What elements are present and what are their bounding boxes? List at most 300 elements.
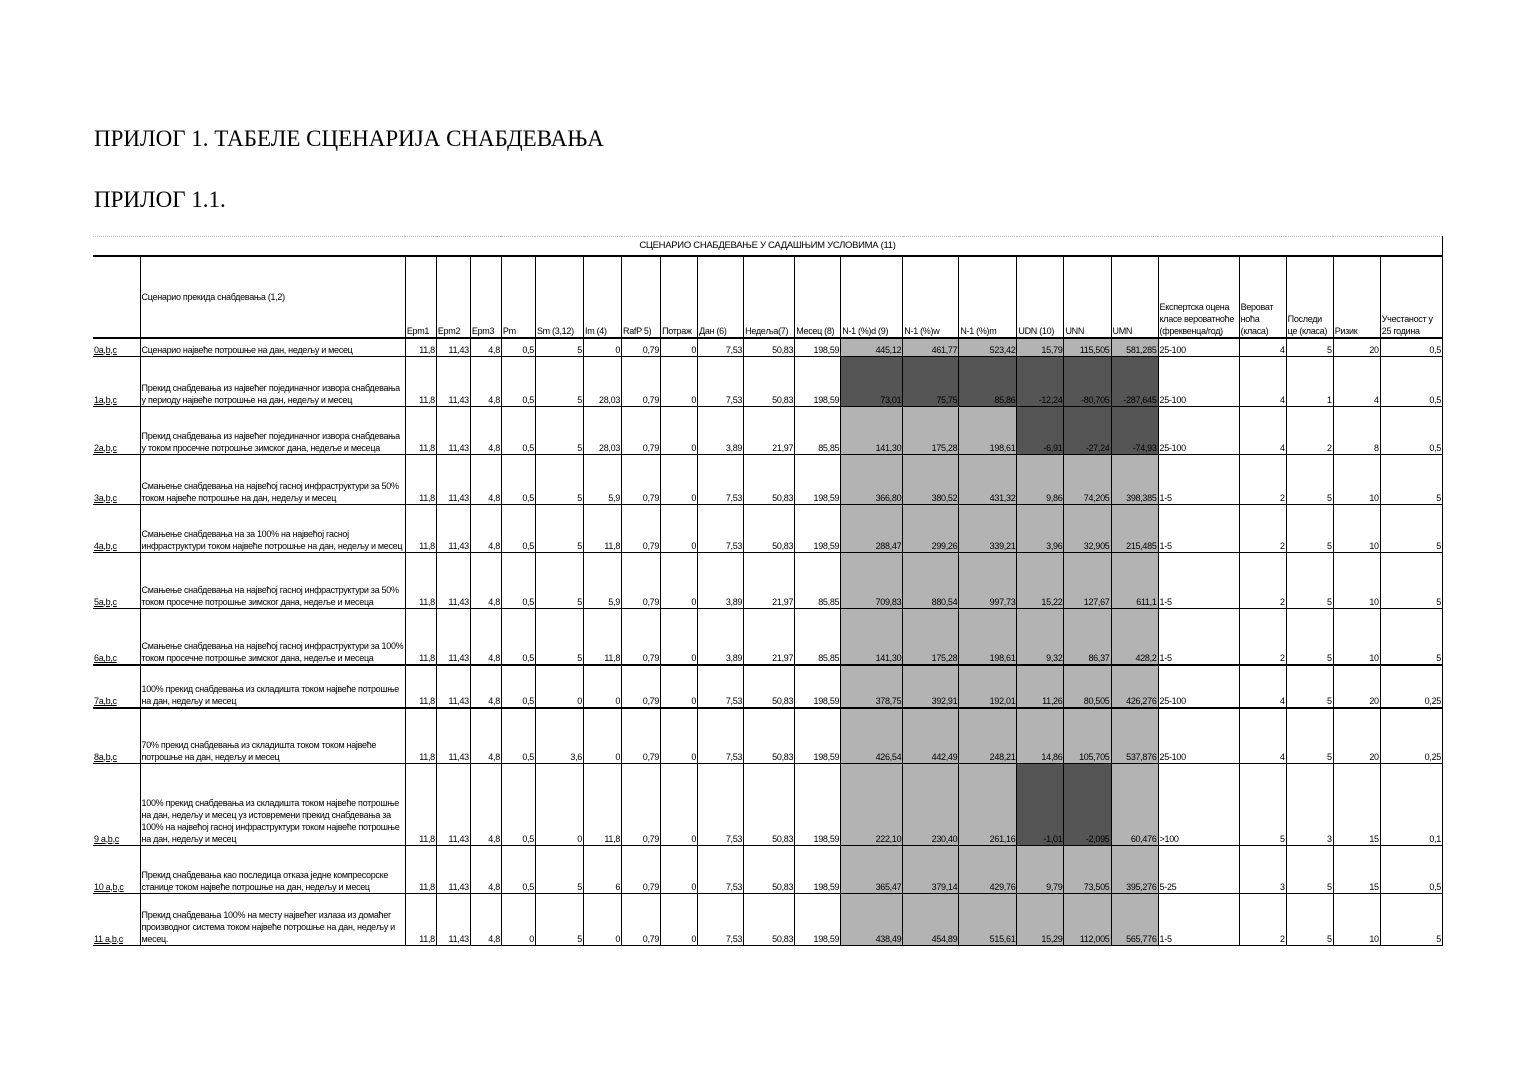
table-cell: 4,8 <box>470 708 501 763</box>
table-cell: 7,53 <box>698 454 744 504</box>
column-header: Недеља(7) <box>744 256 795 338</box>
table-cell: 175,28 <box>903 608 959 665</box>
table-cell: 5,9 <box>584 454 622 504</box>
table-cell: 175,28 <box>903 406 959 454</box>
probability-class-cell: 25-100 <box>1158 406 1239 454</box>
table-cell: 4,8 <box>470 665 501 708</box>
table-cell: 0,5 <box>501 356 535 406</box>
column-header: Последи це (класа) <box>1286 256 1333 338</box>
probability-class-cell: 25-100 <box>1158 338 1239 356</box>
table-cell: 198,61 <box>959 406 1017 454</box>
scenario-description: Смањење снабдевања на највећој гасној инфраструктури за 100% током просечне потрошње зимског дана, недеље и месеца <box>140 608 405 665</box>
table-cell: 5 <box>535 608 583 665</box>
table-cell: 73,01 <box>841 356 903 406</box>
table-cell: 4,8 <box>470 608 501 665</box>
table-cell: -80,705 <box>1064 356 1111 406</box>
table-cell: 9,86 <box>1017 454 1064 504</box>
table-cell: 4,8 <box>470 893 501 945</box>
table-cell: 11,43 <box>436 763 470 845</box>
table-cell: 11,43 <box>436 406 470 454</box>
table-cell: 50,83 <box>744 356 795 406</box>
table-cell: 10 <box>1333 552 1380 608</box>
table-cell: 2 <box>1286 406 1333 454</box>
table-cell: 2 <box>1239 893 1286 945</box>
table-cell: 880,54 <box>903 552 959 608</box>
table-cell: 7,53 <box>698 845 744 893</box>
table-cell: 4 <box>1239 665 1286 708</box>
table-cell: 11,8 <box>405 406 436 454</box>
table-row <box>93 893 1443 945</box>
table-cell: 4,8 <box>470 406 501 454</box>
probability-class-cell: 5-25 <box>1158 845 1239 893</box>
table-cell: 198,59 <box>795 893 841 945</box>
table-cell: -1,01 <box>1017 763 1064 845</box>
column-header: Потраж <box>661 256 698 338</box>
table-cell: 4 <box>1239 356 1286 406</box>
table-row <box>93 708 1443 763</box>
table-cell: 5 <box>1286 845 1333 893</box>
column-header: Epm3 <box>470 256 501 338</box>
table-cell: 0,5 <box>501 845 535 893</box>
table-cell: 198,59 <box>795 338 841 356</box>
table-cell: 426,276 <box>1111 665 1158 708</box>
table-cell: 365,47 <box>841 845 903 893</box>
table-cell: 0,79 <box>622 504 661 552</box>
table-row <box>93 406 1443 454</box>
table-cell: 3,89 <box>698 406 744 454</box>
table-cell: 11,43 <box>436 504 470 552</box>
table-cell: 515,61 <box>959 893 1017 945</box>
table-cell: 537,876 <box>1111 708 1158 763</box>
table-cell: 339,21 <box>959 504 1017 552</box>
table-cell: 11,8 <box>584 763 622 845</box>
table-cell: 438,49 <box>841 893 903 945</box>
table-row <box>93 356 1443 406</box>
table-cell: 11,8 <box>405 893 436 945</box>
table-cell: 0 <box>661 665 698 708</box>
table-cell: 378,75 <box>841 665 903 708</box>
table-cell: 611,1 <box>1111 552 1158 608</box>
table-cell: 581,285 <box>1111 338 1158 356</box>
table-row <box>93 504 1443 552</box>
table-cell: 11,43 <box>436 454 470 504</box>
table-cell: 2 <box>1239 608 1286 665</box>
table-cell: 395,276 <box>1111 845 1158 893</box>
table-cell: 5 <box>535 454 583 504</box>
table-cell: 86,37 <box>1064 608 1111 665</box>
table-cell: -74,93 <box>1111 406 1158 454</box>
table-cell: 8 <box>1333 406 1380 454</box>
table-cell: 0,79 <box>622 708 661 763</box>
table-cell: 215,485 <box>1111 504 1158 552</box>
table-cell: 50,83 <box>744 504 795 552</box>
table-cell: 6 <box>584 845 622 893</box>
table-cell: 0 <box>661 504 698 552</box>
table-cell: 11,43 <box>436 845 470 893</box>
table-cell: 0,79 <box>622 845 661 893</box>
table-cell: 50,83 <box>744 665 795 708</box>
table-cell: 7,53 <box>698 665 744 708</box>
table-cell: 0 <box>661 338 698 356</box>
table-cell: 7,53 <box>698 763 744 845</box>
table-cell: 21,97 <box>744 406 795 454</box>
table-cell: 0,5 <box>501 406 535 454</box>
table-cell: 429,76 <box>959 845 1017 893</box>
scenario-description: Прекид снабдевања 100% на месту највећег излаза из домаћег производног система током највеће потрошње на дан, недељу и месец. <box>140 893 405 945</box>
table-cell: 4,8 <box>470 552 501 608</box>
table-cell: 50,83 <box>744 763 795 845</box>
table-cell: 0 <box>661 608 698 665</box>
table-cell: 85,85 <box>795 608 841 665</box>
table-cell: 0,25 <box>1380 708 1442 763</box>
table-cell: 5,9 <box>584 552 622 608</box>
table-cell: 5 <box>1286 665 1333 708</box>
column-header: Im (4) <box>584 256 622 338</box>
table-cell: 15 <box>1333 845 1380 893</box>
table-cell: 198,59 <box>795 763 841 845</box>
table-cell: 4 <box>1239 338 1286 356</box>
column-header: Месец (8) <box>795 256 841 338</box>
scenario-id: 1a,b,c <box>93 356 140 406</box>
probability-class-cell: 1-5 <box>1158 608 1239 665</box>
table-cell: 0,5 <box>1380 356 1442 406</box>
table-cell: -287,645 <box>1111 356 1158 406</box>
table-cell: 141,30 <box>841 608 903 665</box>
table-cell: 0,5 <box>501 504 535 552</box>
table-cell: 11,43 <box>436 552 470 608</box>
table-cell: 5 <box>535 338 583 356</box>
table-cell: 0 <box>501 893 535 945</box>
table-cell: 28,03 <box>584 356 622 406</box>
table-cell: 398,385 <box>1111 454 1158 504</box>
scenario-id: 6a,b,c <box>93 608 140 665</box>
table-cell: 11,8 <box>405 708 436 763</box>
table-cell: 0 <box>535 665 583 708</box>
table-cell: 4 <box>1333 356 1380 406</box>
table-cell: 0 <box>661 406 698 454</box>
heading-appendix-1-1: ПРИЛОГ 1.1. <box>94 187 226 212</box>
table-cell: 0 <box>661 552 698 608</box>
table-cell: 85,85 <box>795 406 841 454</box>
table-cell: 5 <box>1380 893 1442 945</box>
table-cell: 0,5 <box>501 552 535 608</box>
table-cell: 198,61 <box>959 608 1017 665</box>
table-cell: 2 <box>1239 454 1286 504</box>
table-cell: 5 <box>1380 454 1442 504</box>
table-cell: 15 <box>1333 763 1380 845</box>
table-cell: 222,10 <box>841 763 903 845</box>
table-row <box>93 552 1443 608</box>
table-cell: 15,79 <box>1017 338 1064 356</box>
table-cell: 261,16 <box>959 763 1017 845</box>
table-cell: 11,8 <box>405 552 436 608</box>
table-cell: 11,8 <box>405 845 436 893</box>
table-cell: 0 <box>661 893 698 945</box>
table-cell: 0,5 <box>501 608 535 665</box>
scenario-description: 100% прекид снабдевања из складишта током највеће потрошње на дан, недељу и месец уз истовремени прекид снабдевања за 100% на највећој гасној инфраструктури током највеће потрошње на дан, недељу и месец <box>140 763 405 845</box>
probability-class-cell: 1-5 <box>1158 454 1239 504</box>
table-cell: 4,8 <box>470 454 501 504</box>
table-cell: 454,89 <box>903 893 959 945</box>
scenario-description: 100% прекид снабдевања из складишта током највеће потрошње на дан, недељу и месец <box>140 665 405 708</box>
table-cell: -6,91 <box>1017 406 1064 454</box>
table-cell: 10 <box>1333 608 1380 665</box>
table-cell: 5 <box>535 504 583 552</box>
table-cell: 14,86 <box>1017 708 1064 763</box>
table-cell: 10 <box>1333 504 1380 552</box>
table-cell: 5 <box>535 406 583 454</box>
table-cell: 1 <box>1286 356 1333 406</box>
table-cell: 7,53 <box>698 356 744 406</box>
table-cell: 0,5 <box>501 454 535 504</box>
table-cell: 3 <box>1286 763 1333 845</box>
table-cell: 5 <box>1286 454 1333 504</box>
table-title: СЦЕНАРИО СНАБДЕВАЊЕ У САДАШЊИМ УСЛОВИМА (11) <box>93 237 1443 257</box>
table-cell: 11,43 <box>436 708 470 763</box>
table-cell: 5 <box>1380 552 1442 608</box>
table-cell: 4 <box>1239 708 1286 763</box>
table-cell: 11,43 <box>436 608 470 665</box>
table-cell: 5 <box>535 845 583 893</box>
table-cell: 21,97 <box>744 552 795 608</box>
column-header: Pm <box>501 256 535 338</box>
table-cell: 20 <box>1333 338 1380 356</box>
table-row <box>93 454 1443 504</box>
scenario-id: 10 a,b,c <box>93 845 140 893</box>
table-cell: 3,96 <box>1017 504 1064 552</box>
table-cell: 11,43 <box>436 893 470 945</box>
table-cell: 0,79 <box>622 893 661 945</box>
table-cell: 0 <box>661 708 698 763</box>
table-cell: 0,5 <box>501 708 535 763</box>
table-cell: 11,8 <box>584 608 622 665</box>
scenario-description: Прекид снабдевања из највећег појединачног извора снабдевања у периоду највеће потрошње на дан, недељу и месец <box>140 356 405 406</box>
table-cell: 7,53 <box>698 504 744 552</box>
table-cell: 11,43 <box>436 665 470 708</box>
scenario-description: Сценарио највеће потрошње на дан, недељу и месец <box>140 338 405 356</box>
table-cell: 392,91 <box>903 665 959 708</box>
table-cell: 11,8 <box>405 763 436 845</box>
scenario-id: 3a,b,c <box>93 454 140 504</box>
table-cell: 11,8 <box>405 356 436 406</box>
table-cell: 0,5 <box>1380 338 1442 356</box>
probability-class-cell: 1-5 <box>1158 552 1239 608</box>
table-cell: 3 <box>1239 845 1286 893</box>
table-cell: 5 <box>1286 338 1333 356</box>
table-cell: 0,5 <box>1380 845 1442 893</box>
column-header: N-1 (%)d (9) <box>841 256 903 338</box>
table-cell: 431,32 <box>959 454 1017 504</box>
table-cell: 0 <box>661 845 698 893</box>
table-cell: 0 <box>584 708 622 763</box>
column-header: RafP 5) <box>622 256 661 338</box>
table-cell: -2,095 <box>1064 763 1111 845</box>
column-header: UNN <box>1064 256 1111 338</box>
table-cell: 709,83 <box>841 552 903 608</box>
table-cell: 3,6 <box>535 708 583 763</box>
table-cell: 50,83 <box>744 893 795 945</box>
scenario-description: Прекид снабдевања као последица отказа једне компресорске станице током највеће потрошње на дан, недељу и месец <box>140 845 405 893</box>
scenario-description: 70% прекид снабдевања из складишта током током највеће потрошње на дан, недељу и месец <box>140 708 405 763</box>
table-cell: 0,79 <box>622 406 661 454</box>
table-cell: 192,01 <box>959 665 1017 708</box>
table-cell: 5 <box>1286 552 1333 608</box>
table-header-row <box>93 256 1443 338</box>
table-cell: 15,29 <box>1017 893 1064 945</box>
table-cell: 0,79 <box>622 356 661 406</box>
probability-class-cell: 25-100 <box>1158 356 1239 406</box>
table-cell: 230,40 <box>903 763 959 845</box>
scenario-description: Смањење снабдевања на највећој гасној инфраструктури за 50% током просечне потрошње зимског дана, недеље и месеца <box>140 552 405 608</box>
table-cell: 248,21 <box>959 708 1017 763</box>
table-cell: 5 <box>1380 504 1442 552</box>
table-cell: 4,8 <box>470 338 501 356</box>
scenario-description: Смањење снабдевања на највећој гасној инфраструктури за 50% током највеће потрошње на дан, недељу и месец <box>140 454 405 504</box>
table-cell: 428,2 <box>1111 608 1158 665</box>
table-cell: 0 <box>661 763 698 845</box>
table-cell: 0,5 <box>1380 406 1442 454</box>
table-cell: 0,5 <box>501 338 535 356</box>
table-cell: 198,59 <box>795 665 841 708</box>
table-cell: 3,89 <box>698 608 744 665</box>
table-cell: 15,22 <box>1017 552 1064 608</box>
table-cell: 11,8 <box>405 454 436 504</box>
table-cell: 75,75 <box>903 356 959 406</box>
column-header: N-1 (%)m <box>959 256 1017 338</box>
table-cell: 366,80 <box>841 454 903 504</box>
table-cell: 461,77 <box>903 338 959 356</box>
scenario-table-container <box>93 236 1443 946</box>
table-cell: 115,505 <box>1064 338 1111 356</box>
table-cell: -27,24 <box>1064 406 1111 454</box>
scenario-id: 8a,b,c <box>93 708 140 763</box>
table-cell: 5 <box>535 552 583 608</box>
scenario-id: 11 a,b,c <box>93 893 140 945</box>
table-cell: 4,8 <box>470 845 501 893</box>
table-cell: 5 <box>1286 708 1333 763</box>
column-header: Учестаност у 25 година <box>1380 256 1442 338</box>
probability-class-cell: >100 <box>1158 763 1239 845</box>
scenario-id: 7a,b,c <box>93 665 140 708</box>
table-cell: 198,59 <box>795 504 841 552</box>
table-cell: 50,83 <box>744 338 795 356</box>
table-cell: 11,8 <box>405 665 436 708</box>
scenario-id: 9 a,b,c <box>93 763 140 845</box>
table-cell: 445,12 <box>841 338 903 356</box>
heading-appendix-1: ПРИЛОГ 1. ТАБЕЛЕ СЦЕНАРИЈА СНАБДЕВАЊА <box>94 126 604 151</box>
table-cell: 0 <box>584 665 622 708</box>
table-cell: 11,8 <box>584 504 622 552</box>
probability-class-cell: 1-5 <box>1158 893 1239 945</box>
table-cell: 4,8 <box>470 763 501 845</box>
probability-class-cell: 1-5 <box>1158 504 1239 552</box>
table-cell: 10 <box>1333 893 1380 945</box>
table-cell: 0,79 <box>622 552 661 608</box>
table-cell: 80,505 <box>1064 665 1111 708</box>
table-cell: 288,47 <box>841 504 903 552</box>
column-header: Epm2 <box>436 256 470 338</box>
table-cell: 198,59 <box>795 708 841 763</box>
column-header: Sm (3,12) <box>535 256 583 338</box>
table-cell: -12,24 <box>1017 356 1064 406</box>
table-cell: 141,30 <box>841 406 903 454</box>
table-cell: 198,59 <box>795 454 841 504</box>
scenario-id: 5a,b,c <box>93 552 140 608</box>
table-cell: 4,8 <box>470 356 501 406</box>
table-cell: 2 <box>1239 552 1286 608</box>
table-cell: 0,5 <box>501 763 535 845</box>
table-cell: 105,705 <box>1064 708 1111 763</box>
table-cell: 198,59 <box>795 845 841 893</box>
table-cell: 85,85 <box>795 552 841 608</box>
table-cell: 5 <box>535 893 583 945</box>
table-cell: 127,67 <box>1064 552 1111 608</box>
table-cell: 11,8 <box>405 504 436 552</box>
table-cell: 299,26 <box>903 504 959 552</box>
table-cell: 997,73 <box>959 552 1017 608</box>
table-cell: 0 <box>661 454 698 504</box>
table-cell: 20 <box>1333 665 1380 708</box>
column-header: Ризик <box>1333 256 1380 338</box>
table-cell: 11,26 <box>1017 665 1064 708</box>
table-row <box>93 763 1443 845</box>
table-cell: 4,8 <box>470 504 501 552</box>
column-header <box>93 256 140 338</box>
table-cell: 20 <box>1333 708 1380 763</box>
column-header: Сценарио прекида снабдевања (1,2) <box>140 256 405 338</box>
table-cell: 85,86 <box>959 356 1017 406</box>
table-cell: 5 <box>1380 608 1442 665</box>
table-title-row <box>93 237 1443 257</box>
table-cell: 0 <box>584 893 622 945</box>
table-cell: 10 <box>1333 454 1380 504</box>
scenario-id: 0a,b,c <box>93 338 140 356</box>
column-header: UDN (10) <box>1017 256 1064 338</box>
table-cell: 50,83 <box>744 454 795 504</box>
table-cell: 0,79 <box>622 338 661 356</box>
table-cell: 0,79 <box>622 763 661 845</box>
table-cell: 112,005 <box>1064 893 1111 945</box>
table-cell: 0 <box>584 338 622 356</box>
table-cell: 523,42 <box>959 338 1017 356</box>
column-header: UMN <box>1111 256 1158 338</box>
table-cell: 380,52 <box>903 454 959 504</box>
table-cell: 0,79 <box>622 454 661 504</box>
table-cell: 9,32 <box>1017 608 1064 665</box>
table-row <box>93 608 1443 665</box>
table-cell: 0,1 <box>1380 763 1442 845</box>
scenario-id: 4a,b,c <box>93 504 140 552</box>
table-row <box>93 665 1443 708</box>
table-cell: 0 <box>535 763 583 845</box>
table-row <box>93 845 1443 893</box>
table-cell: 0,25 <box>1380 665 1442 708</box>
table-cell: 50,83 <box>744 708 795 763</box>
table-cell: 11,8 <box>405 338 436 356</box>
table-cell: 5 <box>1239 763 1286 845</box>
table-cell: 21,97 <box>744 608 795 665</box>
probability-class-cell: 25-100 <box>1158 665 1239 708</box>
table-cell: 2 <box>1239 504 1286 552</box>
scenario-id: 2a,b,c <box>93 406 140 454</box>
table-cell: 442,49 <box>903 708 959 763</box>
table-cell: 5 <box>1286 893 1333 945</box>
table-cell: 426,54 <box>841 708 903 763</box>
scenario-table <box>93 236 1443 946</box>
table-cell: 5 <box>1286 504 1333 552</box>
table-row <box>93 338 1443 356</box>
table-cell: 11,8 <box>405 608 436 665</box>
